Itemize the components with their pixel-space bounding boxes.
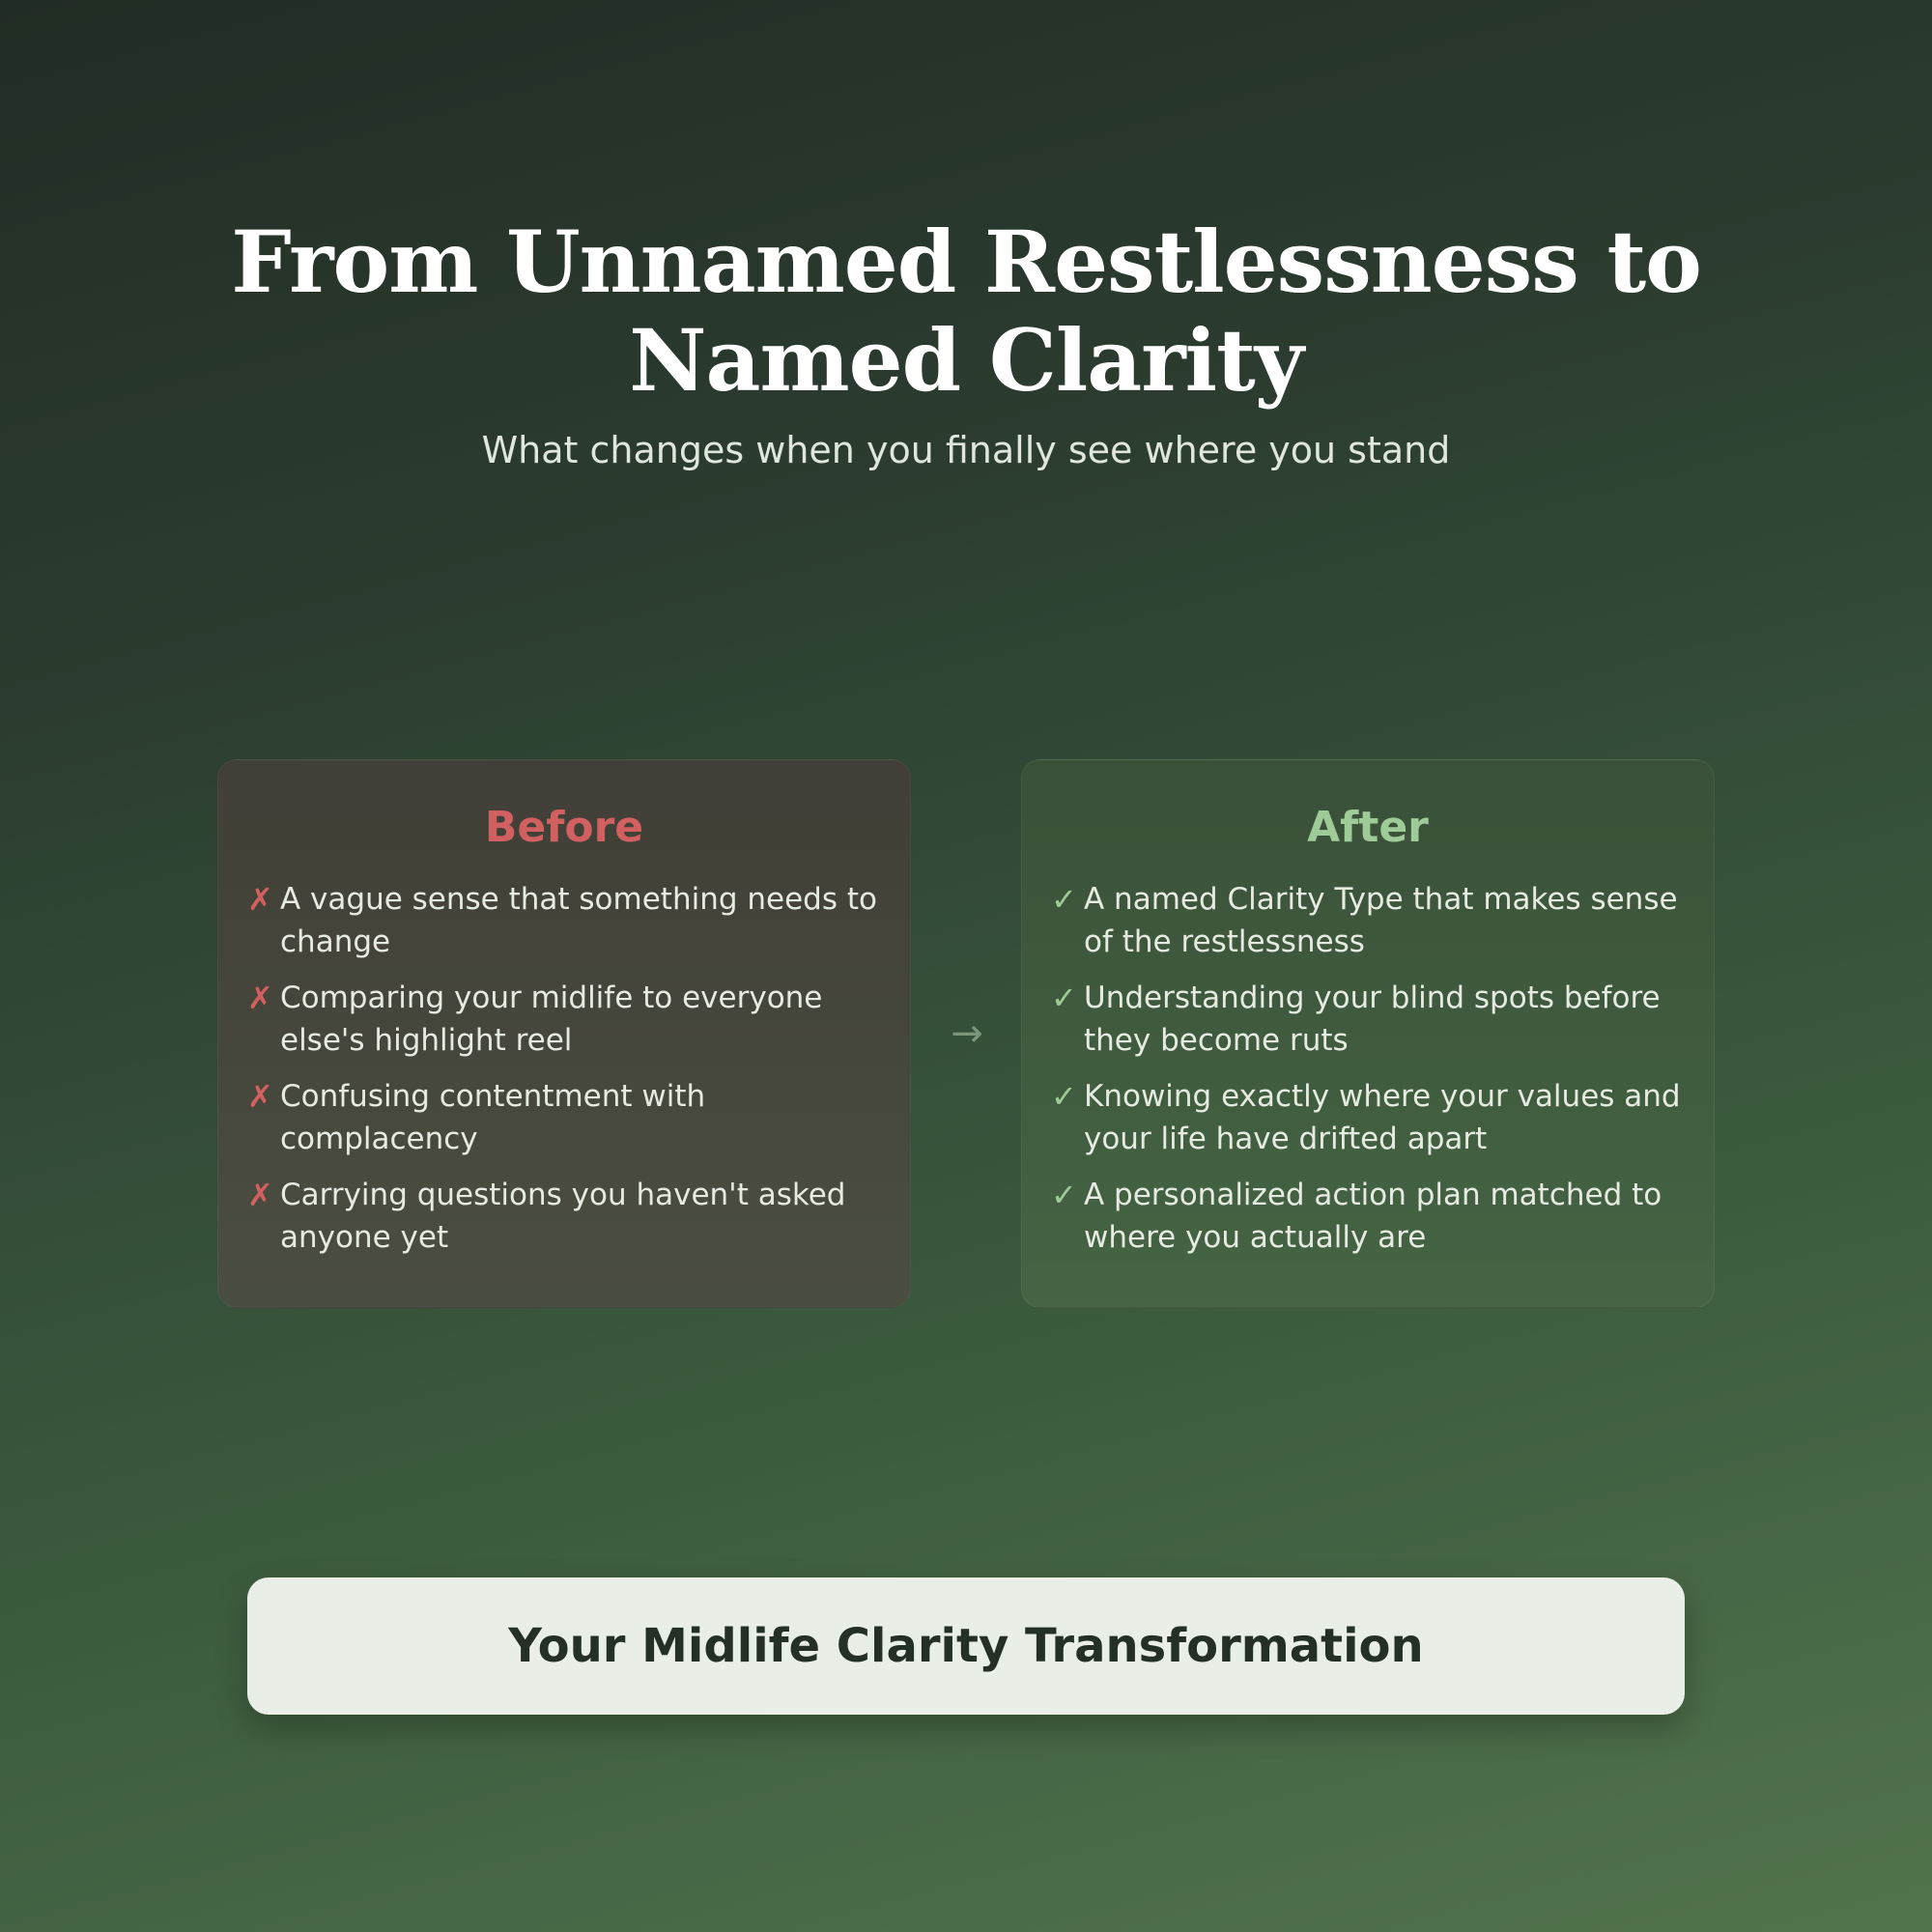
list-item — [247, 1174, 881, 1259]
list-item — [1051, 1174, 1685, 1259]
cross-icon: ✗ — [247, 881, 273, 918]
before-heading: Before — [484, 803, 644, 852]
cross-icon: ✗ — [247, 980, 273, 1016]
after-item-text: A named Clarity Type that makes sense of the restlessness — [1084, 882, 1678, 959]
list-item — [1051, 1075, 1685, 1160]
header — [0, 213, 1932, 473]
after-item-text: A personalized action plan matched to where you actually are — [1084, 1178, 1662, 1255]
arrow-right-icon: → — [951, 1011, 983, 1056]
after-heading: After — [1307, 803, 1429, 852]
check-icon: ✓ — [1051, 980, 1077, 1016]
before-item-text: Carrying questions you haven't asked anyone yet — [280, 1178, 846, 1255]
check-icon: ✓ — [1051, 881, 1077, 918]
page-title: From Unnamed Restlessness to Named Clarity — [231, 212, 1701, 411]
list-item — [1051, 977, 1685, 1062]
before-panel — [217, 759, 911, 1308]
transformation-button-label: Your Midlife Clarity Transformation — [508, 1619, 1424, 1673]
list-item — [247, 1075, 881, 1160]
list-item — [1051, 878, 1685, 963]
after-item-text: Knowing exactly where your values and your life have drifted apart — [1084, 1079, 1681, 1156]
before-item-text: Comparing your midlife to everyone else's highlight reel — [280, 980, 823, 1058]
list-item — [247, 878, 881, 963]
cross-icon: ✗ — [247, 1177, 273, 1213]
before-item-text: A vague sense that something needs to change — [280, 882, 877, 959]
check-icon: ✓ — [1051, 1078, 1077, 1115]
after-item-text: Understanding your blind spots before they become ruts — [1084, 980, 1661, 1058]
cross-icon: ✗ — [247, 1078, 273, 1115]
after-panel — [1021, 759, 1715, 1308]
check-icon: ✓ — [1051, 1177, 1077, 1213]
before-item-text: Confusing contentment with complacency — [280, 1079, 706, 1156]
transformation-button[interactable] — [247, 1577, 1685, 1715]
page-subtitle: What changes when you finally see where you stand — [481, 429, 1451, 471]
list-item — [247, 977, 881, 1062]
